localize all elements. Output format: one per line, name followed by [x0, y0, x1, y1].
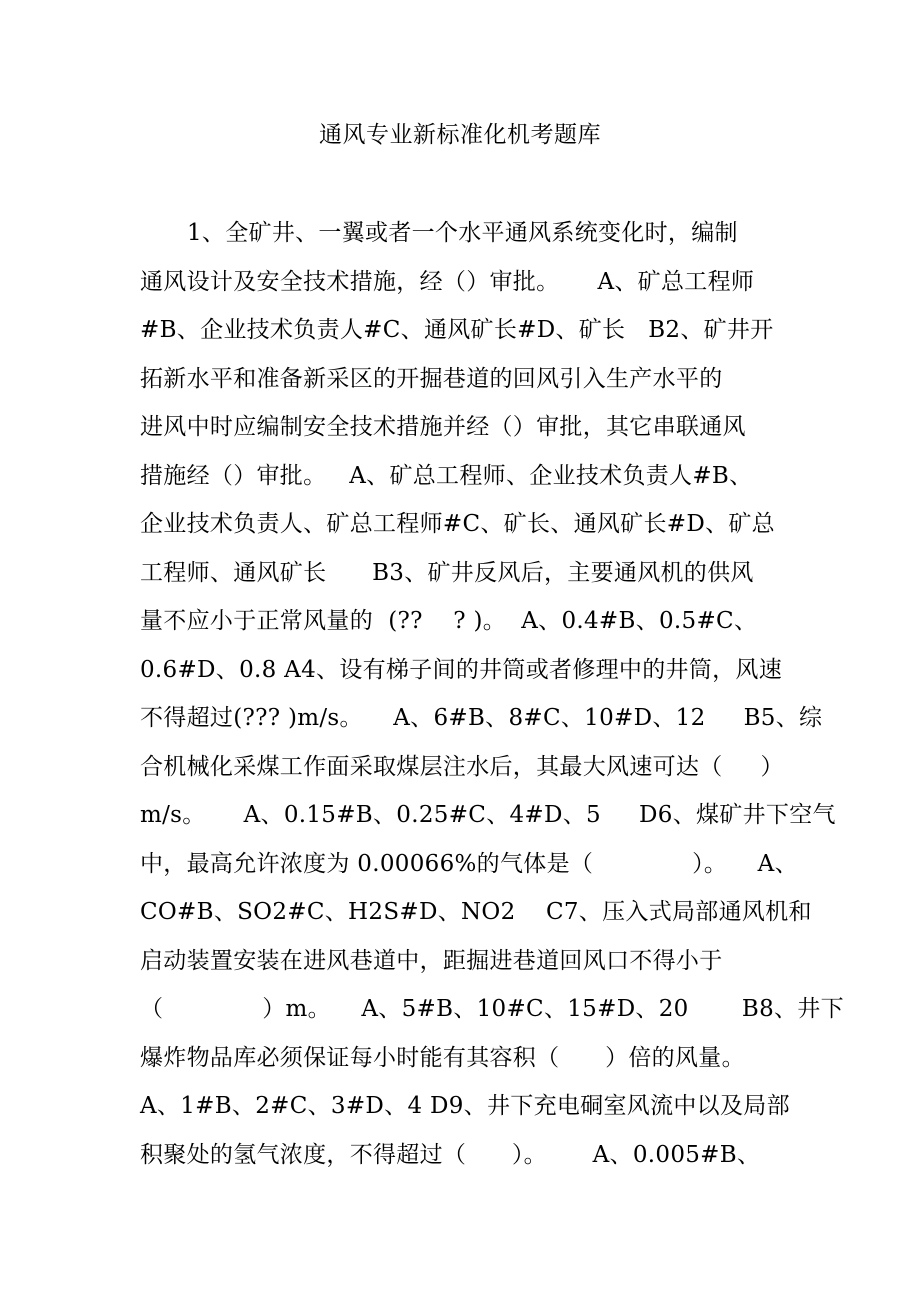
- text-line: 合机械化采煤工作面采取煤层注水后，其最大风速可达（ ）: [140, 753, 784, 780]
- text-line: 启动装置安装在进风巷道中，距掘进巷道回风口不得小于: [140, 947, 723, 974]
- text-line: A、1#B、2#C、3#D、4 D9、井下充电硐室风流中以及局部: [140, 1093, 790, 1119]
- text-line: #B、企业技术负责人#C、通风矿长#D、矿长 B2、矿井开: [140, 317, 774, 343]
- page-title: 通风专业新标准化机考题库: [319, 122, 601, 148]
- text-line: （ ）m。 A、5#B、10#C、15#D、20 B8、井下: [140, 996, 844, 1022]
- text-line: 量不应小于正常风量的 (?? ? )。 A、0.4#B、0.5#C、: [140, 608, 758, 634]
- text-line: 进风中时应编制安全技术措施并经（）审批，其它串联通风: [140, 414, 746, 440]
- text-line: 通风设计及安全技术措施，经（）审批。 A、矿总工程师: [140, 268, 755, 295]
- text-line: 中，最高允许浓度为 0.00066%的气体是（ ）。 A、: [140, 850, 798, 877]
- question-text-block: [140, 214, 844, 1184]
- text-line: CO#B、SO2#C、H2S#D、NO2 C7、压入式局部通风机和: [140, 899, 812, 925]
- text-line: 拓新水平和准备新采区的开掘巷道的回风引入生产水平的: [140, 365, 723, 392]
- text-line: 积聚处的氢气浓度，不得超过（ ）。 A、0.005#B、: [140, 1141, 761, 1168]
- text-line: 0.6#D、0.8 A4、设有梯子间的井筒或者修理中的井筒，风速: [140, 656, 783, 683]
- text-line: m/s。 A、0.15#B、0.25#C、4#D、5 D6、煤矿井下空气: [140, 802, 836, 828]
- text-line: 爆炸物品库必须保证每小时能有其容积（ ）倍的风量。: [140, 1044, 745, 1071]
- text-line: 措施经（）审批。 A、矿总工程师、企业技术负责人#B、: [140, 462, 753, 489]
- text-line: 不得超过(??? )m/s。 A、6#B、8#C、10#D、12 B5、综: [140, 705, 823, 731]
- text-line: 1、全矿井、一翼或者一个水平通风系统变化时，编制: [187, 220, 738, 246]
- text-line: 企业技术负责人、矿总工程师#C、矿长、通风矿长#D、矿总: [140, 511, 775, 537]
- text-line: 工程师、通风矿长 B3、矿井反风后，主要通风机的供风: [140, 559, 754, 586]
